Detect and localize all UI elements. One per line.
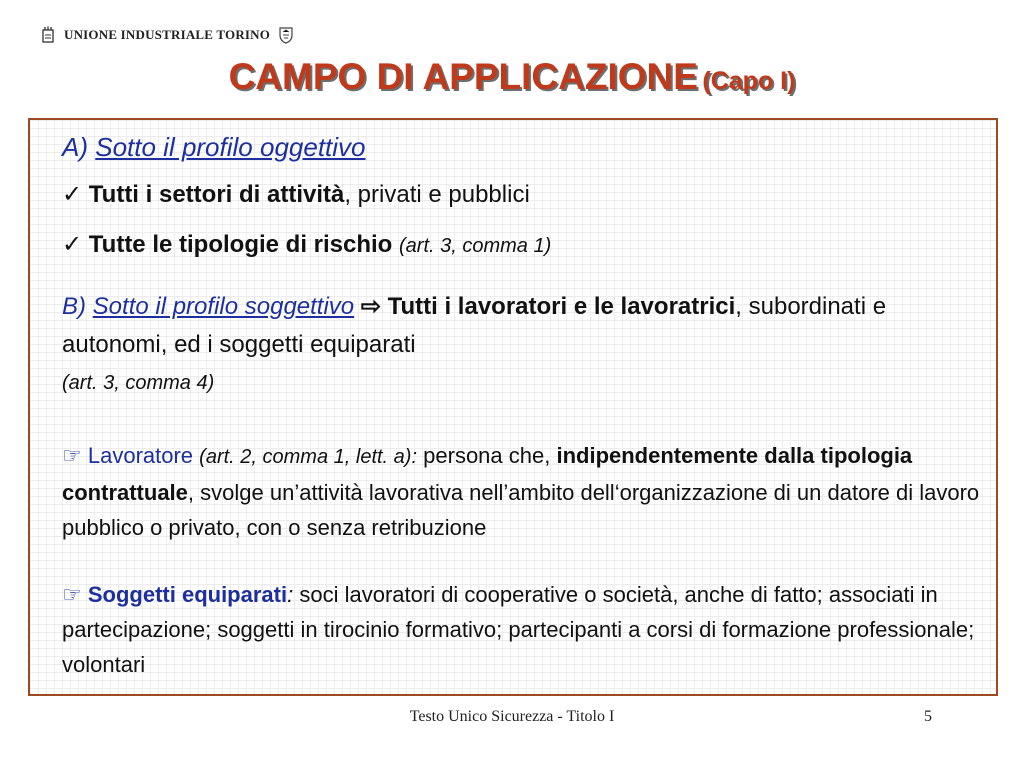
section-b-bold: Tutti i lavoratori e le lavoratrici — [387, 293, 736, 320]
check-icon: ✓ — [62, 231, 83, 258]
pointing-hand-icon: ☞ — [62, 582, 82, 607]
section-a-heading — [62, 132, 980, 163]
section-a-item-1 — [62, 180, 980, 209]
definition-text: persona che, — [423, 443, 551, 468]
definition-text-continued: , svolge un’attività lavorativa nell’ambito dell‘organizzazione di un datore di lavoro pubblico o privato, con o senza retribuzione — [62, 480, 980, 540]
section-a-prefix: A) — [62, 132, 88, 162]
header-logo — [40, 26, 294, 44]
title-sub: (Capo I) — [702, 67, 796, 95]
check-icon: ✓ — [62, 181, 83, 208]
arrow-right-icon: ⇨ — [360, 293, 381, 320]
section-b-text: , subordinati e autonomi, ed i soggetti equiparati — [62, 293, 887, 358]
item-bold: Tutti i settori di attività — [88, 181, 345, 208]
pointing-hand-icon: ☞ — [62, 443, 82, 468]
definition-lavoratore — [62, 438, 992, 545]
item-text: , privati e pubblici — [344, 181, 530, 208]
section-a-title: Sotto il profilo oggettivo — [95, 132, 366, 162]
section-b-title: Sotto il profilo soggettivo — [92, 293, 355, 320]
org-name: UNIONE INDUSTRIALE TORINO — [64, 27, 271, 42]
definition-soggetti-equiparati — [62, 577, 992, 682]
section-b-prefix: B) — [62, 293, 86, 320]
item-bold: Tutte le tipologie di rischio — [88, 231, 393, 258]
definition-term: Soggetti equiparati — [87, 582, 288, 607]
crest-icon — [278, 26, 294, 44]
item-reference: (art. 3, comma 1) — [399, 235, 552, 257]
section-b — [62, 288, 992, 364]
definition-colon: : — [287, 582, 294, 607]
definition-reference: (art. 2, comma 1, lett. a): — [199, 446, 418, 468]
footer-title: Testo Unico Sicurezza - Titolo I — [409, 708, 615, 725]
section-b-reference: (art. 3, comma 4) — [62, 372, 215, 394]
content-box — [28, 118, 998, 696]
definition-term: Lavoratore — [87, 443, 194, 468]
item-text — [392, 231, 399, 258]
page-number: 5 — [924, 708, 932, 725]
title-main: CAMPO DI APPLICAZIONE — [228, 56, 698, 97]
page-title — [0, 56, 1024, 98]
emblem-icon — [40, 26, 56, 44]
definition-text: soci lavoratori di cooperative o società, anche di fatto; associati in partecipazione; soggetti in tirocinio formativo; partecipanti a corsi di formazione professionale; volontari — [62, 582, 975, 677]
definition-bold: indipendentemente dalla tipologia contrattuale — [62, 443, 913, 505]
section-a-item-2 — [62, 230, 980, 259]
